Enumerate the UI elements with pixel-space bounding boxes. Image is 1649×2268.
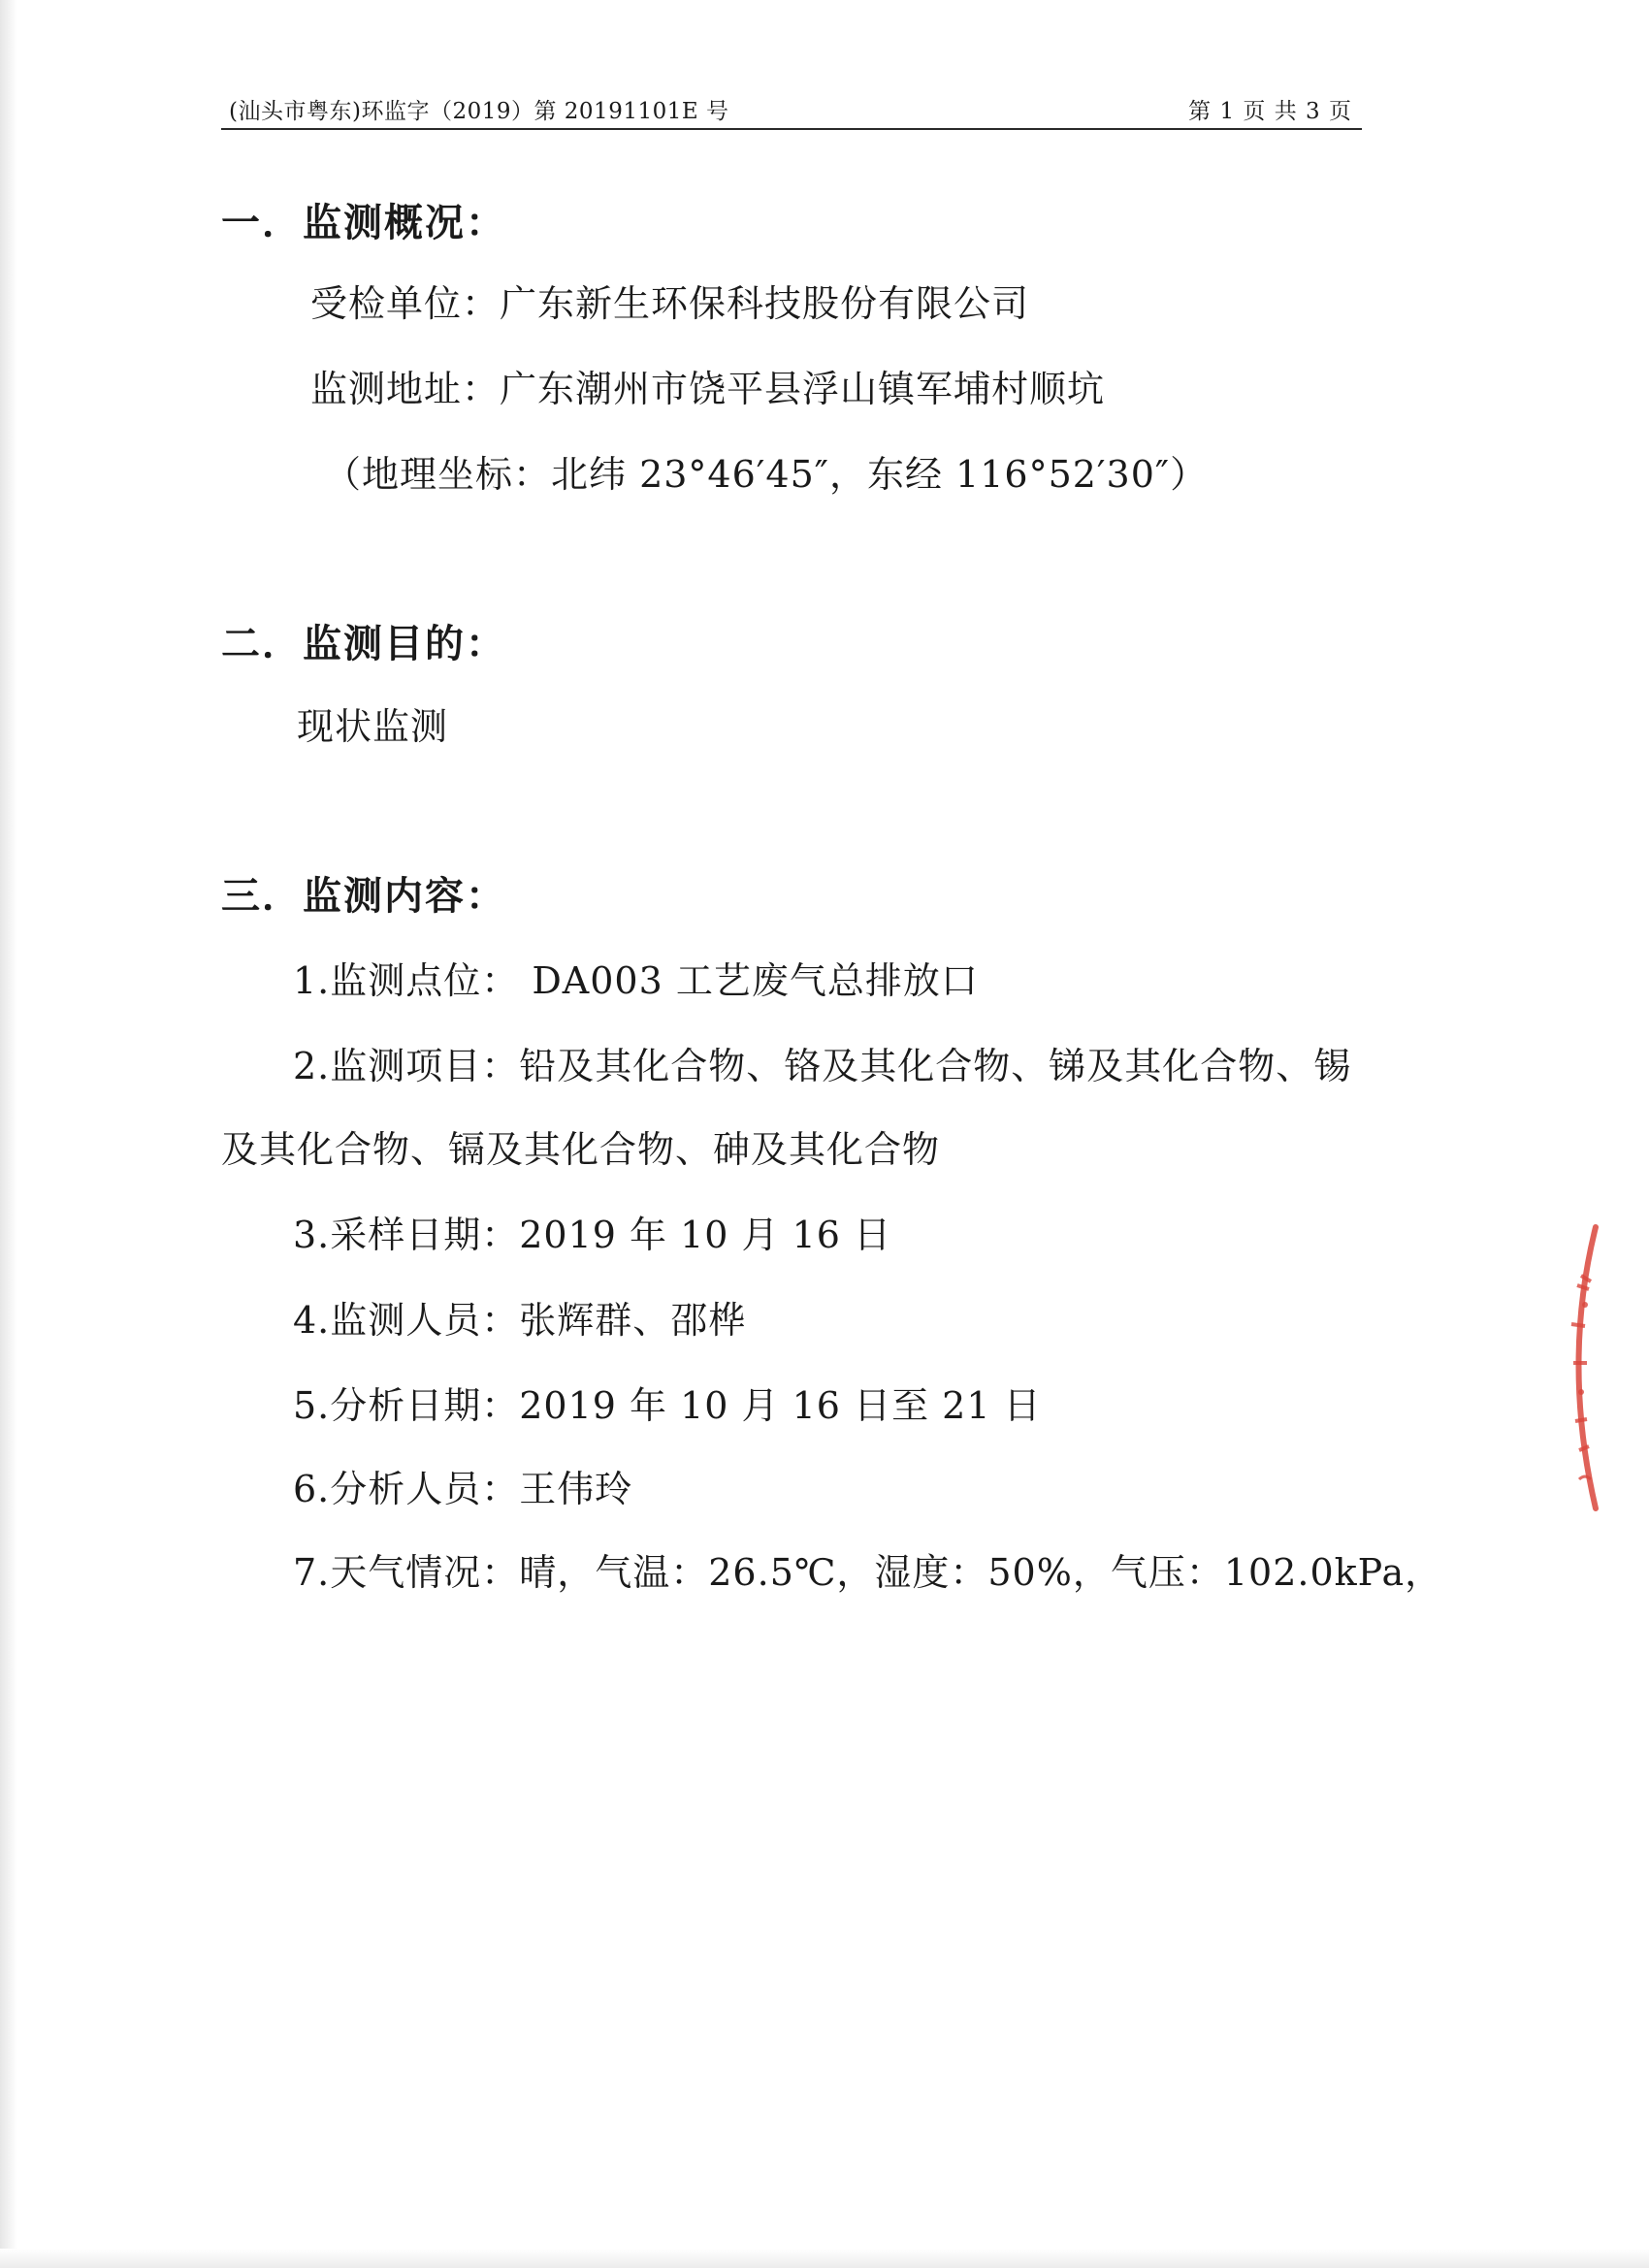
inspected-unit: 受检单位：广东新生环保科技股份有限公司 — [310, 282, 1030, 325]
page-info: 第 1 页 共 3 页 — [1188, 99, 1352, 124]
analysis-date: 5.分析日期：2019 年 10 月 16 日至 21 日 — [293, 1384, 1042, 1427]
monitoring-items-continued: 及其化合物、镉及其化合物、砷及其化合物 — [221, 1128, 941, 1171]
document-number: (汕头市粤东)环监字（2019）第 20191101E 号 — [229, 99, 729, 124]
scan-shadow-bottom — [0, 2249, 1649, 2268]
section-heading-purpose: 二．监测目的： — [221, 621, 506, 666]
monitoring-address: 监测地址：广东潮州市饶平县浮山镇军埔村顺坑 — [310, 368, 1106, 410]
page-header — [221, 89, 1362, 130]
monitoring-items: 2.监测项目：铅及其化合物、铬及其化合物、锑及其化合物、锡 — [293, 1045, 1352, 1087]
monitoring-purpose: 现状监测 — [297, 705, 449, 748]
weather-conditions: 7.天气情况：晴，气温：26.5℃，湿度：50%，气压：102.0kPa， — [293, 1551, 1443, 1594]
monitoring-personnel: 4.监测人员：张辉群、邵桦 — [293, 1299, 747, 1342]
section-heading-content: 三．监测内容： — [221, 873, 506, 919]
scan-shadow-left — [0, 0, 17, 2268]
seal-stamp-icon — [1542, 1217, 1600, 1518]
sampling-date: 3.采样日期：2019 年 10 月 16 日 — [293, 1214, 892, 1256]
section-heading-overview: 一．监测概况： — [221, 200, 506, 245]
geo-coordinates: （地理坐标：北纬 23°46′45″，东经 116°52′30″） — [324, 453, 1209, 496]
monitoring-point: 1.监测点位： DA003 工艺废气总排放口 — [293, 959, 979, 1002]
analysis-personnel: 6.分析人员：王伟玲 — [293, 1468, 633, 1510]
